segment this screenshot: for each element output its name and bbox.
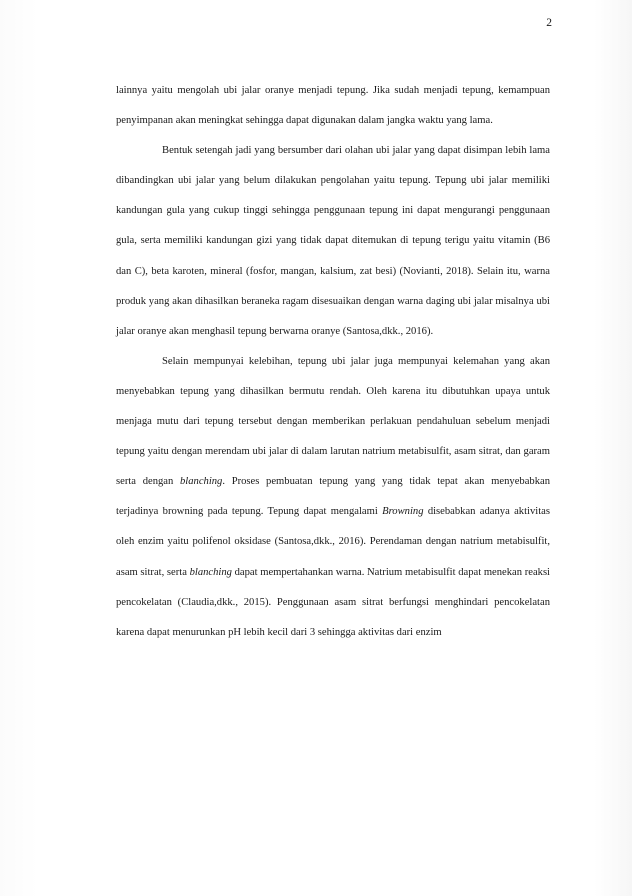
paragraph-3-text: disebabkan adanya aktivitas oleh enzim yaitu polifenol oksidase (Santosa,dkk., 2016). Perendaman dengan natrium metabisulfit, asam sitrat, serta xyxy=(116,506,550,578)
paragraph-1: lainnya yaitu mengolah ubi jalar oranye menjadi tepung. Jika sudah menjadi tepung, kemampuan penyimpanan akan meningkat sehingga dapat digunakan dalam jangka waktu yang lama. xyxy=(116,85,550,127)
paragraph-3 xyxy=(116,347,550,648)
paragraph-3-text: Selain mempunyai kelebihan, tepung ubi jalar juga mempunyai kelemahan yang akan menyebabkan tepung yang dihasilkan bermutu rendah. Oleh karena itu dibutuhkan upaya untuk menjaga mutu dari tepung tersebut dengan memberikan perlakuan pendahuluan sebelum menjadi tepung yaitu dengan merendam ubi jalar di dalam larutan natrium metabisulfit, asam sitrat, dan garam serta dengan xyxy=(116,355,550,488)
italic-term-blanching: blanching xyxy=(179,476,223,488)
italic-term-blanching: blanching xyxy=(189,566,232,578)
paragraph-2: Bentuk setengah jadi yang bersumber dari olahan ubi jalar yang dapat disimpan lebih lama dibandingkan ubi jalar yang belum dilakukan pengolahan yaitu tepung. Tepung ubi jalar memiliki kandungan gula yang cukup tinggi sehingga penggunaan tepung ini dapat mengurangi penggunaan gula, serta memiliki kandungan gizi yang tidak dapat ditemukan di tepung terigu yaitu vitamin (B6 dan C), beta karoten, mineral (fosfor, mangan, kalsium, zat besi) (Novianti, 2018). Selain itu, warna produk yang akan dihasilkan beraneka ragam disesuaikan dengan warna daging ubi jalar misalnya ubi jalar oranye akan menghasil tepung berwarna oranye (Santosa,dkk., 2016). xyxy=(116,145,550,337)
body-text xyxy=(116,76,550,648)
page-number: 2 xyxy=(546,17,552,29)
paragraph-3-text: dapat mempertahankan warna. Natrium metabisulfit dapat menekan reaksi pencokelatan (Claudia,dkk., 2015). Penggunaan asam sitrat berfungsi menghindari pencokelatan karena dapat menurunkan pH lebih kecil dari 3 sehingga aktivitas dari enzim xyxy=(116,566,551,638)
paragraph-3-text: . Proses pembuatan tepung yang yang tidak tepat akan menyebabkan terjadinya browning pada tepung. Tepung dapat mengalami xyxy=(116,476,550,518)
italic-term-browning: Browning xyxy=(382,506,424,518)
